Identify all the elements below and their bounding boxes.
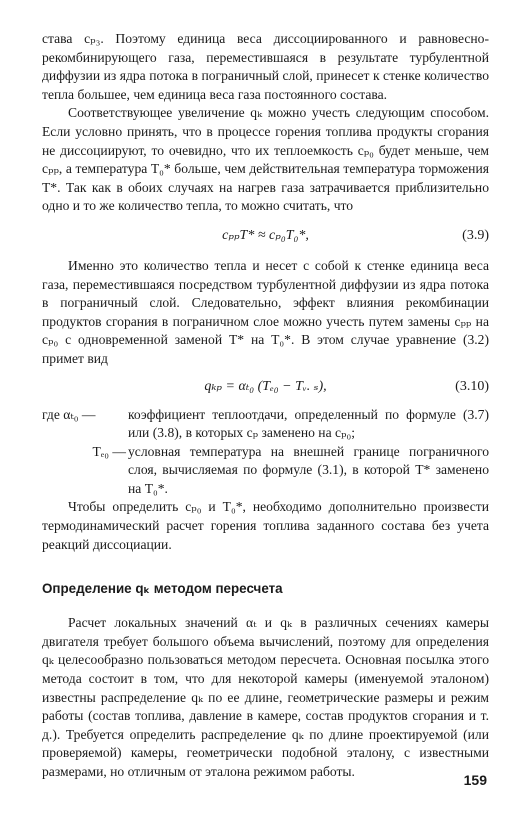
paragraph-recalculation: Расчет локальных значений αₜ и qₖ в различных сечениях камеры двигателя требует большого объема вычислений, поэтому для определения qₖ целесообразно пользоваться методом пересчета. Основная посылка этого метода состоит в том, что для некоторой камеры (именуемой эталоном) известны распределение qₖ по ее длине, геометрические размеры и режим работы (состав топлива, давление в камере, состав продуктов сгорания и т. д.). Требуется определить распределение qₖ по длине проектируемой (или проверяемой) камеры, геометрически подобной эталону, с известными размерами, но отличным от эталона режимом работы. xyxy=(42,615,489,779)
definition-symbol: Tₑ₀ — xyxy=(92,443,126,459)
paragraph-determine: Чтобы определить cₚ₀ и T₀*, необходимо дополнительно произвести термодинамический расчет горения топлива заданного состава без учета реакций диссоциации. xyxy=(42,499,489,552)
page-number: 159 xyxy=(463,772,487,788)
equation-3-9-expression: cₚₚT* ≈ cₚ₀T₀*, xyxy=(222,227,309,243)
paragraph-recombination: Именно это количество тепла и несет с собой к стенке единица веса газа, переместившаяся посредством турбулентной диффузии из ядра потока в пограничный слой. Следовательно, эффект влияния рекомбинации продуктов сгорания в пограничном слое можно учесть путем замены cₚₚ на cₚ₀ с одновременной заменой T* на T₀*. В этом случае уравнение (3.2) примет вид xyxy=(42,257,489,366)
definition-item xyxy=(42,443,489,499)
definition-intro: где αₜ₀ — xyxy=(42,406,96,422)
definitions-list xyxy=(42,406,489,499)
definition-text: коэффициент теплоотдачи, определенный по формуле (3.7) или (3.8), в которых cₚ заменено на cₚ₀; xyxy=(128,406,489,441)
equation-3-9-number: (3.9) xyxy=(462,227,489,243)
definition-item xyxy=(42,406,489,443)
paragraph-continuation: става cₚ₃. Поэтому единица веса диссоциированного и равновесно-рекомбинирующего газа, переместившаяся в результате турбулентной диффузии из ядра потока в пограничный слой, принесет к стенке количество тепла большее, чем единица веса газа постоянного состава. xyxy=(42,31,489,102)
equation-3-10-number: (3.10) xyxy=(455,378,489,394)
equation-3-9 xyxy=(42,224,489,248)
paragraph-heat-increase: Соответствующее увеличение qₖ можно учесть следующим способом. Если условно принять, что в процессе горения топлива продукты сгорания не диссоциируют, то очевидно, что их теплоемкость cₚ₀ будет меньше, чем cₚₚ, а температура T₀* больше, чем действительная температура торможения T*. Так как в обоих случаях на нагрев газа затрачивается приблизительно одно и то же количество тепла, то можно считать, что xyxy=(42,105,489,214)
equation-3-10 xyxy=(42,375,489,399)
equation-3-10-expression: qₖₚ = αₜ₀ (Tₑ₀ − Tᵥ. ₛ), xyxy=(204,378,327,394)
section-heading: Определение qₖ методом пересчета xyxy=(42,581,283,597)
definition-text: условная температура на внешней границе пограничного слоя, вычисляемая по формуле (3.1), в которой T* заменено на T₀*. xyxy=(128,443,489,496)
